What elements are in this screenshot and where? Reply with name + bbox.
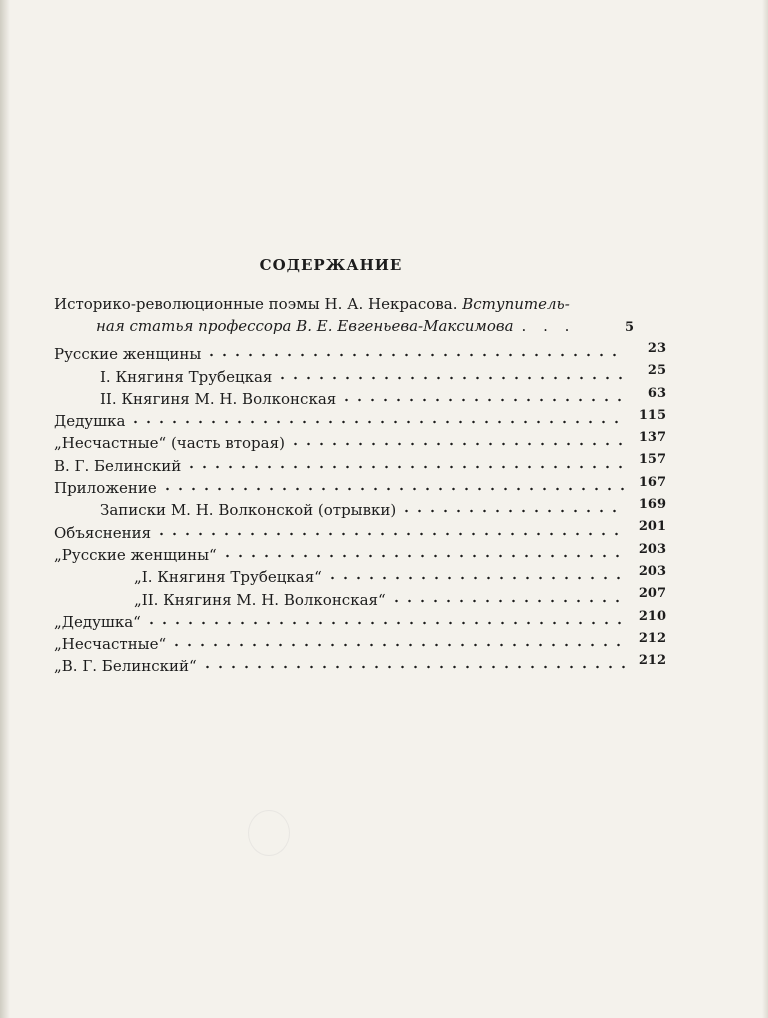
dot-leader [205, 352, 626, 358]
page-edge-right [762, 0, 768, 1018]
toc-entry [54, 586, 666, 608]
toc-entry [54, 363, 666, 385]
toc-entry-title: Объяснения [54, 523, 152, 542]
toc-entry [54, 542, 666, 564]
toc-entry-title: „В. Г. Белинский“ [54, 657, 197, 676]
dot-leader [326, 575, 626, 581]
dot-leader [201, 664, 626, 670]
toc-entry-title: „I. Княгиня Трубецкая“ [134, 568, 322, 587]
intro-title: Историко-революционные поэмы Н. А. Некрасова. [54, 295, 463, 313]
toc-entry-page-number: 157 [638, 452, 666, 468]
toc-entry-title: I. Княгиня Трубецкая [100, 367, 273, 386]
toc-entry-title: „Русские женщины“ [54, 545, 217, 564]
library-stamp [248, 810, 290, 856]
dot-leader [161, 486, 626, 492]
toc-entry-page-number: 137 [638, 430, 666, 446]
toc-entry [54, 452, 666, 474]
dot-leader [185, 464, 626, 470]
intro-line-1 [54, 293, 634, 315]
toc-entry-page-number: 25 [647, 363, 666, 379]
toc-entry-title: Приложение [54, 479, 157, 498]
dot-leader [340, 397, 626, 403]
table-of-contents [54, 341, 666, 675]
page-edge-left [0, 0, 10, 1018]
toc-entry-page-number: 210 [638, 608, 666, 624]
toc-entry-page-number: 203 [638, 541, 666, 557]
toc-entry-page-number: 201 [638, 519, 666, 535]
toc-entry [54, 609, 666, 631]
dot-leader [400, 508, 626, 514]
toc-entry [54, 497, 666, 519]
toc-entry [54, 653, 666, 675]
toc-entry-page-number: 207 [638, 586, 666, 602]
dot-leader [390, 598, 626, 604]
toc-entry [54, 631, 666, 653]
toc-entry-page-number: 169 [638, 497, 666, 513]
toc-entry [54, 475, 666, 497]
toc-entry-title: Русские женщины [54, 345, 202, 364]
dot-leader [129, 419, 626, 425]
dot-leader [276, 375, 626, 381]
toc-entry [54, 430, 666, 452]
dot-leader [170, 642, 626, 648]
toc-entry-page-number: 63 [647, 385, 666, 401]
toc-entry-page-number: 212 [638, 630, 666, 646]
dot-leader [221, 553, 626, 559]
toc-entry [54, 386, 666, 408]
dot-leader [145, 620, 626, 626]
dot-leader [289, 441, 626, 447]
toc-entry [54, 408, 666, 430]
intro-page-number: 5 [624, 320, 634, 335]
intro-line-2 [54, 315, 634, 339]
toc-entry [54, 341, 666, 363]
intro-dot-leader: . . . [521, 317, 576, 335]
toc-entry-title: „II. Княгиня М. Н. Волконская“ [134, 590, 386, 609]
contents-heading: СОДЕРЖАНИЕ [259, 256, 403, 274]
toc-entry-title: „Несчастные“ [54, 635, 167, 654]
intro-subtitle-start: Вступитель- [462, 295, 570, 313]
toc-entry-page-number: 203 [638, 563, 666, 579]
intro-subtitle-end: ная статья профессора В. Е. Евгеньева-Максимова [96, 317, 514, 335]
toc-entry-page-number: 167 [638, 474, 666, 490]
toc-entry-title: „Дедушка“ [54, 612, 141, 631]
toc-entry-title: II. Княгиня М. Н. Волконская [100, 389, 337, 408]
toc-entry-page-number: 23 [647, 341, 666, 356]
toc-entry [54, 519, 666, 541]
toc-entry-title: В. Г. Белинский [54, 456, 182, 475]
dot-leader [155, 531, 626, 537]
toc-entry-page-number: 212 [638, 653, 666, 669]
toc-entry-title: „Несчастные“ (часть вторая) [54, 434, 285, 453]
toc-entry-page-number: 115 [638, 407, 666, 423]
toc-entry [54, 564, 666, 586]
toc-entry-title: Записки М. Н. Волконской (отрывки) [100, 501, 397, 520]
toc-entry-title: Дедушка [54, 412, 126, 431]
intro-entry [54, 293, 634, 339]
